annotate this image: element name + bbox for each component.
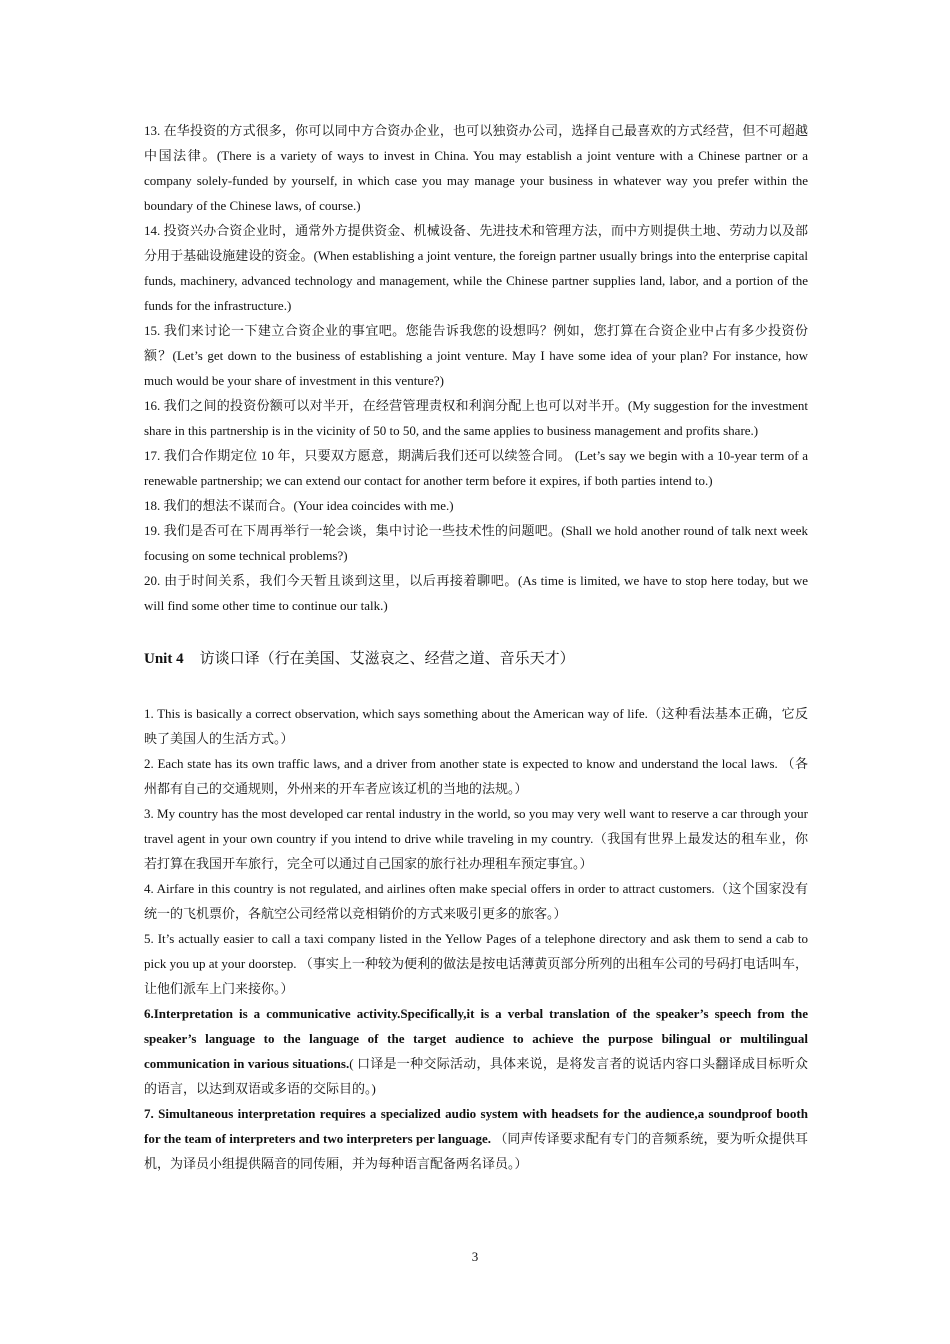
unit-title: 访谈口译（行在美国、艾滋哀之、经营之道、音乐天才） <box>199 651 575 667</box>
item-18: 18. 我们的想法不谋而合。(Your idea coincides with me.) <box>144 498 454 513</box>
item-7-chinese: （同声传译要求配有专门的音频系统，要为听众提供耳机，为译员小组提供隔音的同传厢，并为每种语言配备两名译员。） <box>144 1131 808 1171</box>
unit4-item-1: 1. This is basically a correct observation, which says something about the American way of life.（这种看法基本正确，它反映了美国人的生活方式。） <box>144 706 808 746</box>
item-14: 14. 投资兴办合资企业时，通常外方提供资金、机械设备、先进技术和管理方法，而中方则提供土地、劳动力以及部分用于基础设施建设的资金。(When establishing a joint venture, the foreign partner usually brings into the enterprise capital funds, machinery, advanced technology and management, while the Chinese partner supplies land, labor, and a portion of the funds for the infrastructure.) <box>144 223 808 313</box>
unit4-item-3: 3. My country has the most developed car rental industry in the world, so you may very well want to reserve a car through your travel agent in your own country if you intend to drive while traveling in my country.（我国有世界上最发达的租车业，你若打算在我国开车旅行，完全可以通过自己国家的旅行社办理租车预定事宜。） <box>144 806 808 871</box>
document-page <box>144 118 808 1176</box>
item-16: 16. 我们之间的投资份额可以对半开，在经营管理责权和利润分配上也可以对半开。(My suggestion for the investment share in this partnership is in the vicinity of 50 to 50, and the same applies to business management and profits share.) <box>144 398 808 438</box>
item-6-chinese: ( 口译是一种交际活动，具体来说，是将发言者的说话内容口头翻译成目标听众的语言，以达到双语或多语的交际目的。) <box>144 1056 808 1096</box>
item-7-english: 7. Simultaneous interpretation requires a specialized audio system with headsets for the audience,a soundproof booth for the team of interpreters and two interpreters per language. <box>144 1106 808 1146</box>
unit4-item-2: 2. Each state has its own traffic laws, and a driver from another state is expected to know and understand the local laws. （各州都有自己的交通规则，外州来的开车者应该辽机的当地的法规。） <box>144 756 808 796</box>
item-19: 19. 我们是否可在下周再举行一轮会谈，集中讨论一些技术性的问题吧。(Shall we hold another round of talk next week focusing on some technical problems?) <box>144 523 808 563</box>
unit-heading <box>144 647 808 671</box>
item-6-english: 6.Interpretation is a communicative activity.Specifically,it is a verbal translation of the speaker’s speech from the speaker’s language to the language of the target audience to achieve the purpose bilingual or multilingual communication in various situations. <box>144 1006 808 1071</box>
unit-label: Unit 4 <box>144 651 184 667</box>
item-17: 17. 我们合作期定位 10 年，只要双方愿意，期满后我们还可以续签合同。 (Let’s say we begin with a 10-year term of a renewable partnership; we can extend our contact for another term before it expires, if both parties intend to.) <box>144 448 808 488</box>
item-13: 13. 在华投资的方式很多，你可以同中方合资办企业，也可以独资办公司，选择自己最喜欢的方式经营，但不可超越中国法律。(There is a variety of ways to invest in China. You may establish a joint venture with a Chinese partner or a company solely-funded by yourself, in which case you may manage your business in whatever way you prefer within the boundary of the Chinese laws, of course.) <box>144 123 808 213</box>
item-15: 15. 我们来讨论一下建立合资企业的事宜吧。您能告诉我您的设想吗？例如，您打算在合资企业中占有多少投资份额？(Let’s get down to the business of establishing a joint venture. May I have some idea of your plan? For instance, how much would be your share of investment in this venture?) <box>144 323 808 388</box>
unit4-item-4: 4. Airfare in this country is not regulated, and airlines often make special offers in order to attract customers.（这个国家没有统一的飞机票价，各航空公司经常以竞相销价的方式来吸引更多的旅客。） <box>144 881 808 921</box>
page-number: 3 <box>471 1249 479 1264</box>
unit4-item-7 <box>144 1101 808 1176</box>
unit4-item-5: 5. It’s actually easier to call a taxi company listed in the Yellow Pages of a telephone directory and ask them to send a cab to pick you up at your doorstep. （事实上一种较为便利的做法是按电话薄黄页部分所列的出租车公司的号码打电话叫车，让他们派车上门来接你。） <box>144 931 808 996</box>
unit4-item-6 <box>144 1001 808 1101</box>
item-20: 20. 由于时间关系，我们今天暂且谈到这里，以后再接着聊吧。(As time is limited, we have to stop here today, but we will find some other time to continue our talk.) <box>144 573 808 613</box>
